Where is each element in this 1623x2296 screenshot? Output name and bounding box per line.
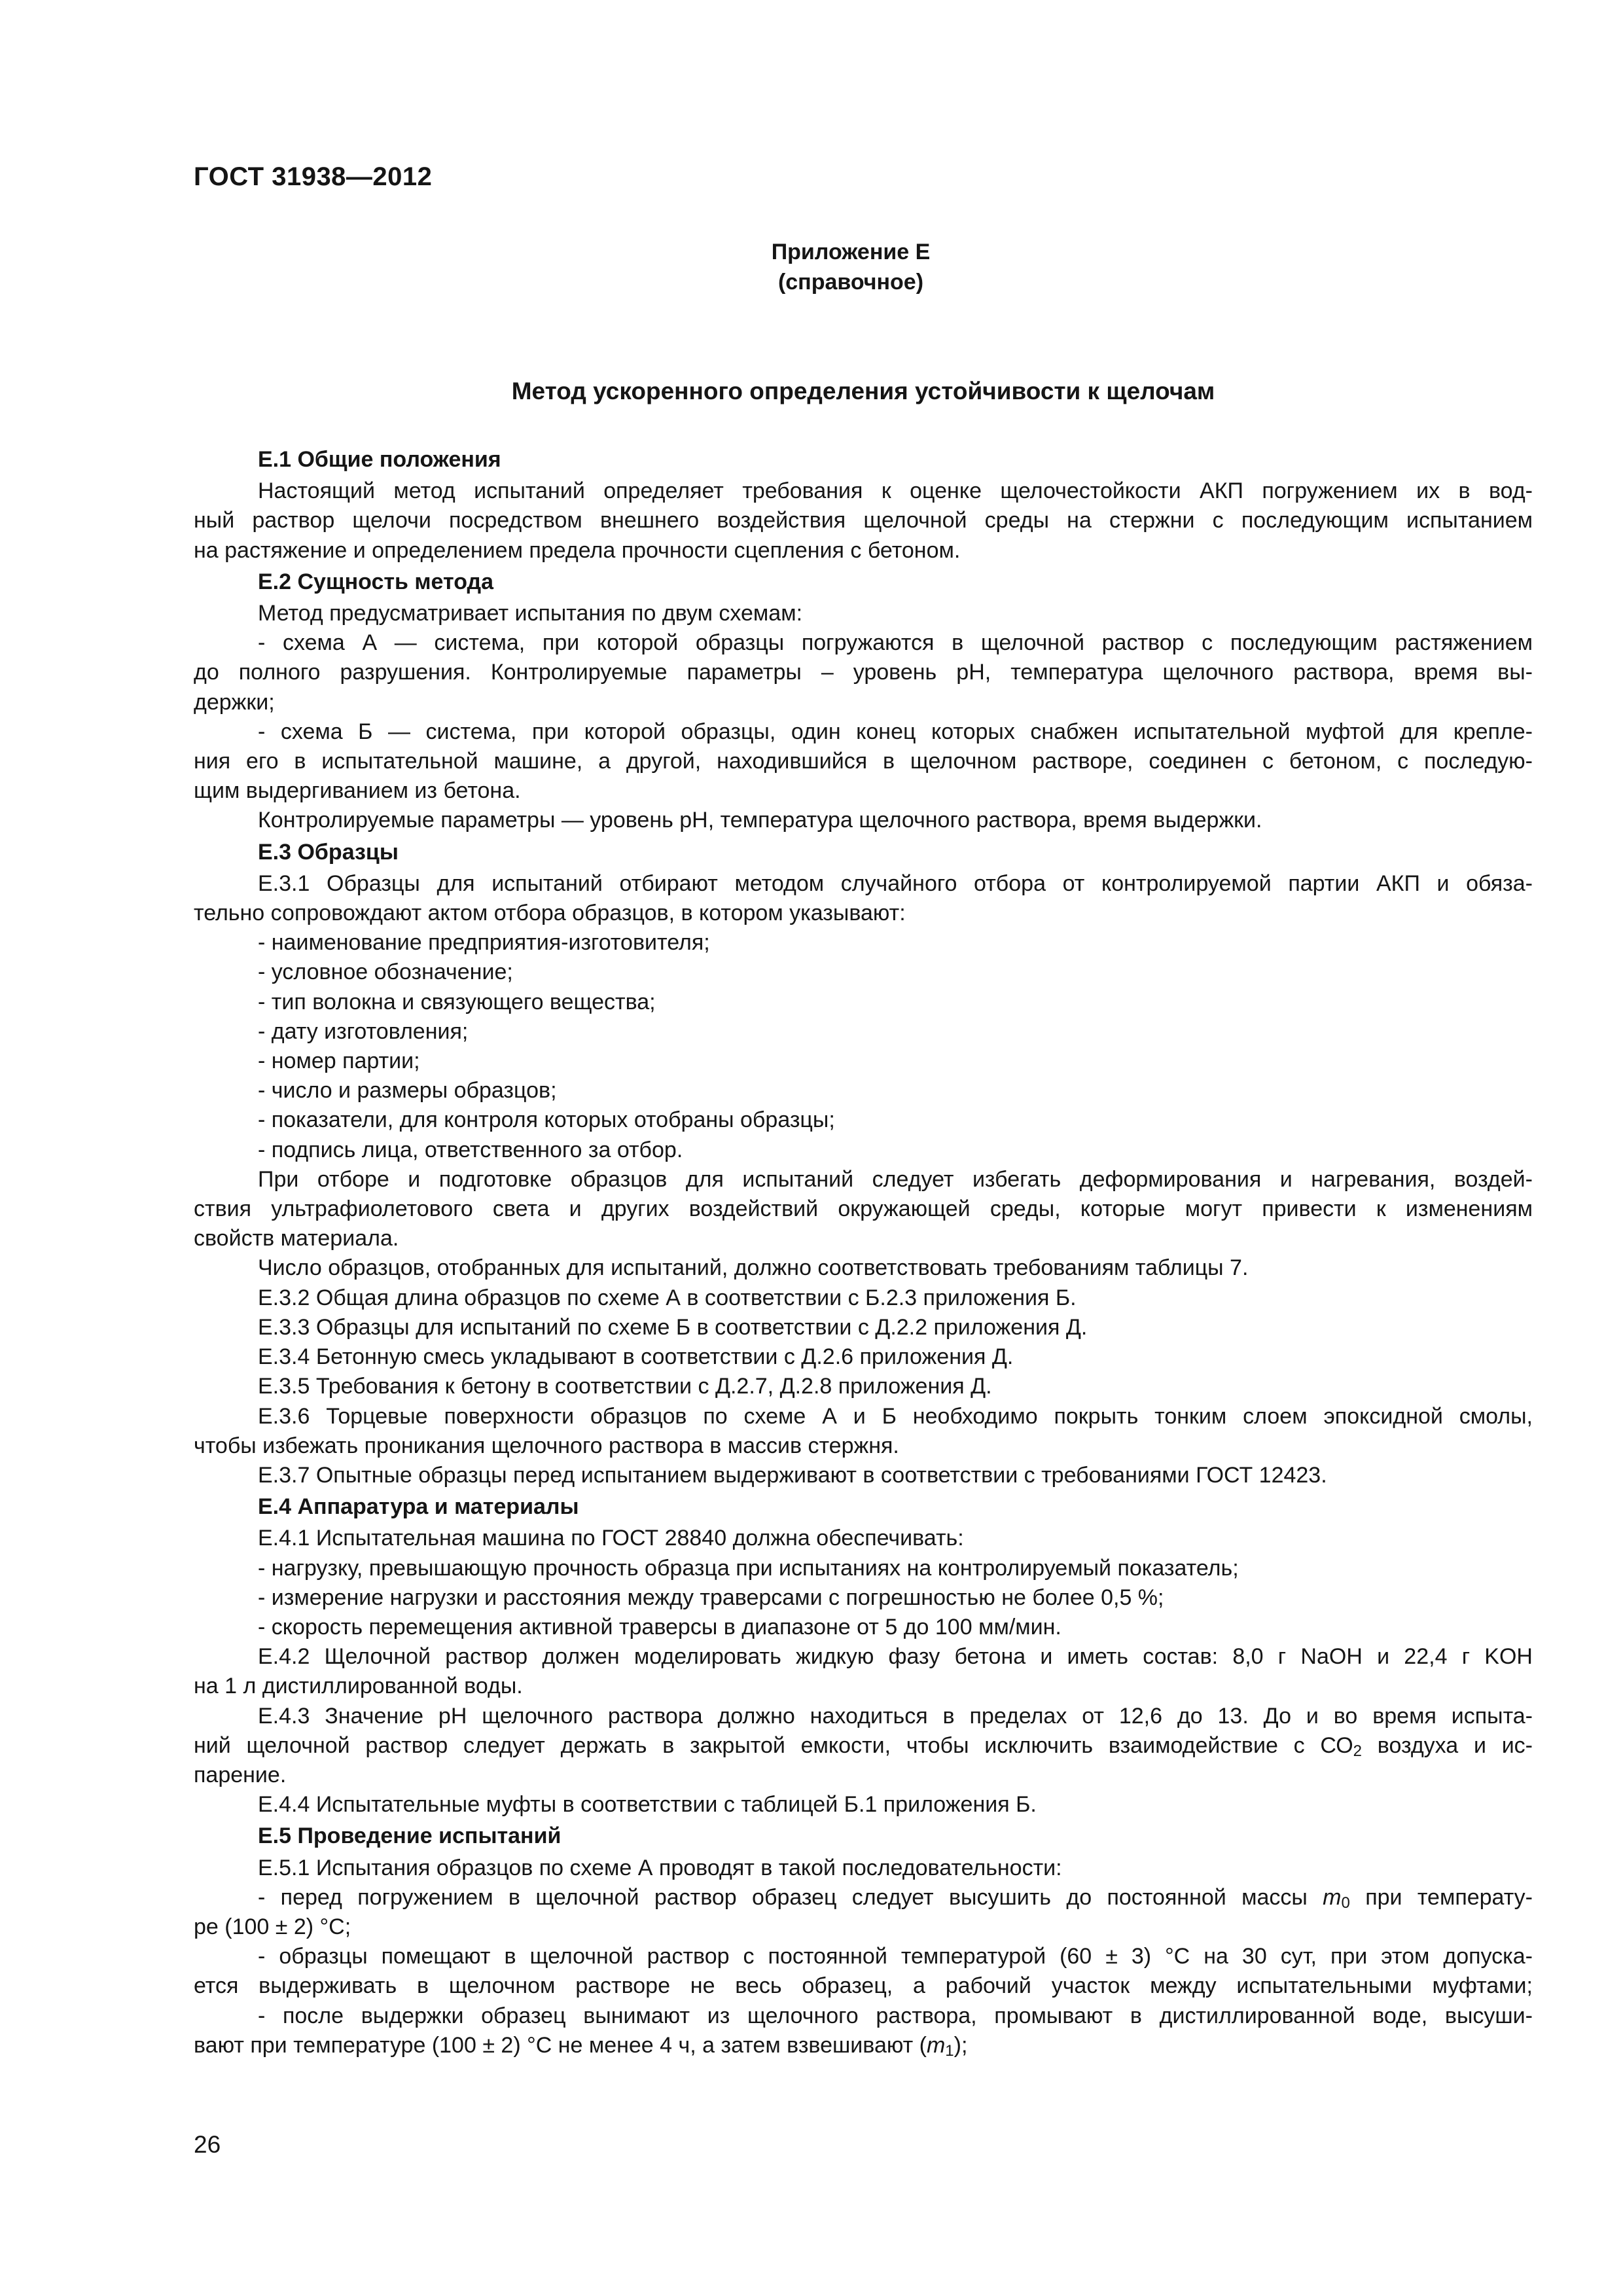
clause-e3-2: Е.3.2 Общая длина образцов по схеме А в соответствии с Б.2.3 приложения Б. bbox=[258, 1285, 1077, 1310]
text-line: держки; bbox=[194, 689, 275, 715]
text-span: вают при температуре (100 ± 2) °С не менее 4 ч, а затем взвешивают ( bbox=[194, 2032, 927, 2058]
text-line: При отборе и подготовке образцов для испытаний следует избегать деформирования и нагревания, воздей- bbox=[258, 1166, 1533, 1192]
clause-e4-3: Е.4.3 Значение рН щелочного раствора должно находиться в пределах от 12,6 до 13. До и во время испыта- bbox=[258, 1703, 1533, 1729]
clause-e3-4: Е.3.4 Бетонную смесь укладывают в соответствии с Д.2.6 приложения Д. bbox=[258, 1344, 1014, 1370]
text-span: ); bbox=[954, 2032, 968, 2058]
text-line: на растяжение и определением предела прочности сцепления с бетоном. bbox=[194, 537, 961, 563]
text-line: чтобы избежать проникания щелочного раствора в массив стержня. bbox=[194, 1433, 899, 1458]
text-line: до полного разрушения. Контролируемые параметры – уровень рН, температура щелочного раствора, время вы- bbox=[194, 660, 1533, 685]
math-variable: m bbox=[926, 2032, 946, 2058]
clause-e3-5: Е.3.5 Требования к бетону в соответствии с Д.2.7, Д.2.8 приложения Д. bbox=[258, 1374, 992, 1399]
text-line: парение. bbox=[194, 1762, 287, 1787]
text-line: - схема А — система, при которой образцы погружаются в щелочной раствор с последующим растяжением bbox=[258, 630, 1533, 656]
list-item: - нагрузку, превышающую прочность образца при испытаниях на контролируемый показатель; bbox=[258, 1555, 1239, 1581]
text-line: Контролируемые параметры — уровень рН, температура щелочного раствора, время выдержки. bbox=[258, 808, 1262, 833]
text-span: при температу- bbox=[1349, 1884, 1533, 1910]
text-line bbox=[194, 1883, 1533, 1912]
clause-e4-1: Е.4.1 Испытательная машина по ГОСТ 28840 должна обеспечивать: bbox=[258, 1526, 964, 1551]
text-line: на 1 л дистиллированной воды. bbox=[194, 1674, 523, 1699]
clause-e3-7: Е.3.7 Опытные образцы перед испытанием выдерживают в соответствии с требованиями ГОСТ 12423. bbox=[258, 1462, 1327, 1488]
text-line: ния его в испытательной машине, а другой, находившийся в щелочном растворе, соединен с бетоном, с последую- bbox=[194, 749, 1533, 774]
subscript: 0 bbox=[1341, 1893, 1350, 1912]
annex-title: Приложение Е bbox=[771, 240, 931, 264]
list-item: - число и размеры образцов; bbox=[258, 1078, 557, 1103]
clause-e3-6: Е.3.6 Торцевые поверхности образцов по схеме А и Б необходимо покрыть тонким слоем эпоксидной смолы, bbox=[258, 1403, 1533, 1429]
text-line: ре (100 ± 2) °С; bbox=[194, 1914, 351, 1939]
clause-e4-4: Е.4.4 Испытательные муфты в соответствии с таблицей Б.1 приложения Б. bbox=[258, 1792, 1037, 1818]
text-line: Е.3.1 Образцы для испытаний отбирают методом случайного отбора от контролируемой партии АКП и обяза- bbox=[258, 870, 1533, 896]
text-line: щим выдергиванием из бетона. bbox=[194, 778, 521, 804]
list-item: - скорость перемещения активной траверсы в диапазоне от 5 до 100 мм/мин. bbox=[258, 1614, 1061, 1640]
text-line: - образцы помещают в щелочной раствор с постоянной температурой (60 ± 3) °С на 30 сут, при этом допуска- bbox=[258, 1944, 1533, 1969]
body-text bbox=[194, 443, 1533, 2060]
section-heading-e4: Е.4 Аппаратура и материалы bbox=[258, 1494, 579, 1520]
text-line: Метод предусматривает испытания по двум схемам: bbox=[258, 601, 803, 626]
text-line: - после выдержки образец вынимают из щелочного раствора, промывают в дистиллированной воде, высуши- bbox=[258, 2003, 1533, 2028]
list-item: - номер партии; bbox=[258, 1049, 420, 1074]
section-heading-e3: Е.3 Образцы bbox=[258, 839, 399, 865]
section-heading-e5: Е.5 Проведение испытаний bbox=[258, 1823, 562, 1849]
subscript: 1 bbox=[945, 2041, 954, 2060]
list-item: - измерение нагрузки и расстояния между траверсами с погрешностью не более 0,5 %; bbox=[258, 1585, 1164, 1610]
text-line: ется выдерживать в щелочном растворе не весь образец, а рабочий участок между испытательными муфтами; bbox=[194, 1973, 1533, 1999]
subscript: 2 bbox=[1353, 1742, 1363, 1760]
list-item: - тип волокна и связующего вещества; bbox=[258, 989, 656, 1014]
list-item: - показатели, для контроля которых отобраны образцы; bbox=[258, 1107, 835, 1133]
section-heading-e1: Е.1 Общие положения bbox=[258, 447, 501, 472]
clause-e4-2: Е.4.2 Щелочной раствор должен моделировать жидкую фазу бетона и иметь состав: 8,0 г NaOH и 22,4 г KOH bbox=[258, 1644, 1533, 1670]
text-line: ствия ультрафиолетового света и других воздействий окружающей среды, которые могут привести к изменениям bbox=[194, 1196, 1533, 1222]
list-item: - наименование предприятия-изготовителя; bbox=[258, 930, 710, 956]
clause-e3-3: Е.3.3 Образцы для испытаний по схеме Б в соответствии с Д.2.2 приложения Д. bbox=[258, 1314, 1088, 1340]
text-span: - перед погружением в щелочной раствор образец следует высушить до постоянной массы bbox=[258, 1884, 1323, 1910]
text-line: Настоящий метод испытаний определяет требования к оценке щелочестойкости АКП погружением их в вод- bbox=[258, 478, 1533, 504]
text-line: - схема Б — система, при которой образцы, один конец которых снабжен испытательной муфтой для крепле- bbox=[258, 719, 1533, 744]
text-line: свойств материала. bbox=[194, 1226, 399, 1251]
list-item: - условное обозначение; bbox=[258, 960, 513, 985]
text-line: ный раствор щелочи посредством внешнего воздействия щелочной среды на стержни с последующим испытанием bbox=[194, 508, 1533, 533]
clause-e5-1: Е.5.1 Испытания образцов по схеме А проводят в такой последовательности: bbox=[258, 1855, 1062, 1880]
section-heading-e2: Е.2 Сущность метода bbox=[258, 569, 494, 594]
list-item: - подпись лица, ответственного за отбор. bbox=[258, 1137, 683, 1162]
text-span: воздуха и ис- bbox=[1362, 1732, 1533, 1758]
math-variable: m bbox=[1323, 1884, 1342, 1910]
text-line bbox=[194, 2031, 1533, 2060]
standard-code: ГОСТ 31938—2012 bbox=[194, 162, 433, 191]
document-title: Метод ускоренного определения устойчивости к щелочам bbox=[511, 378, 1215, 404]
list-item: - дату изготовления; bbox=[258, 1018, 469, 1044]
page-number: 26 bbox=[194, 2131, 221, 2158]
annex-kind: (справочное) bbox=[777, 270, 924, 295]
text-line: тельно сопровождают актом отбора образцов, в котором указывают: bbox=[194, 901, 906, 926]
text-line bbox=[194, 1731, 1533, 1761]
text-line: Число образцов, отобранных для испытаний, должно соответствовать требованиям таблицы 7. bbox=[258, 1255, 1249, 1281]
text-span: ний щелочной раствор следует держать в закрытой емкости, чтобы исключить взаимодействие с СО bbox=[194, 1732, 1353, 1758]
